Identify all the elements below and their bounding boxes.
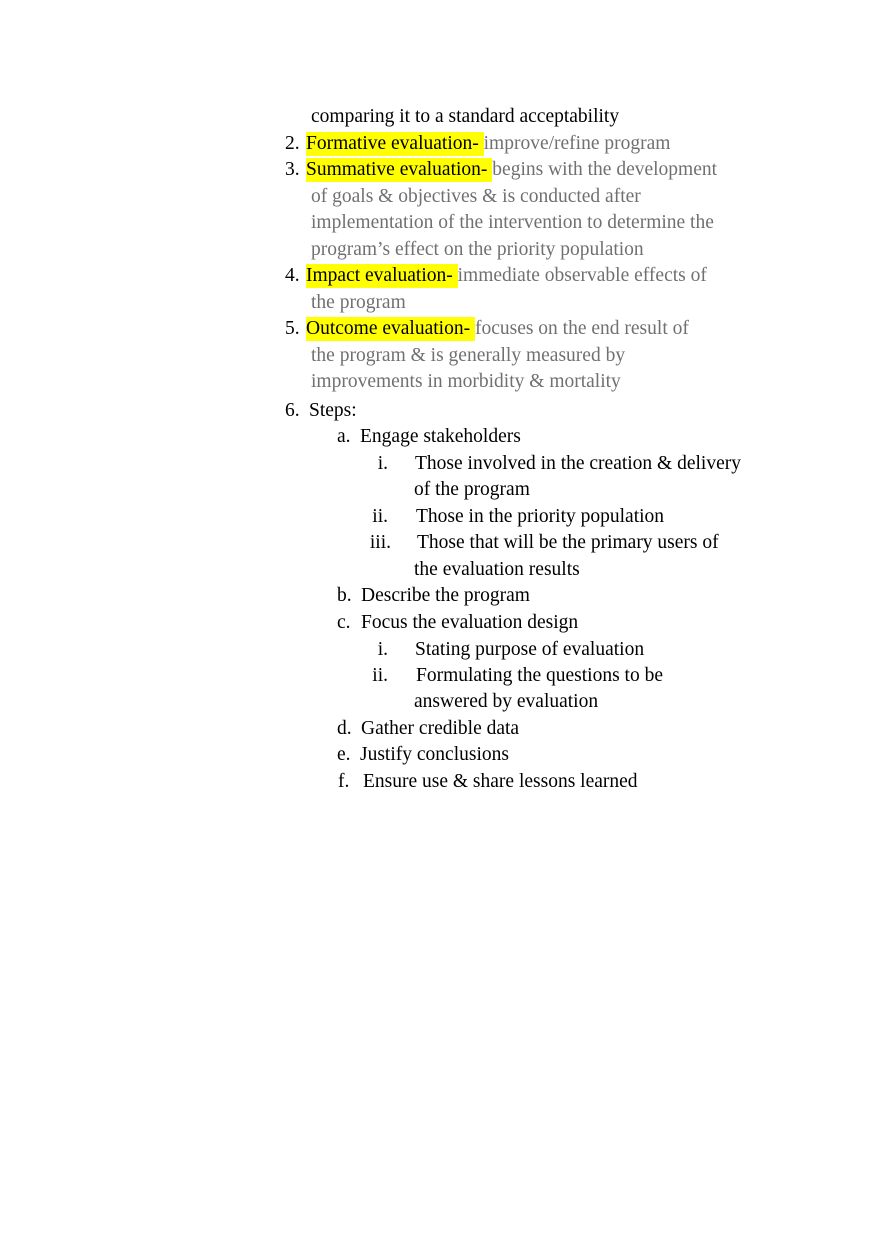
item-description-continued: improvements in morbidity & mortality (311, 371, 621, 392)
sub-step-number: iii. (369, 532, 391, 553)
step-letter: d. (337, 718, 352, 739)
item-number: 4. (285, 265, 300, 286)
step-letter: c. (337, 612, 351, 633)
sub-step-number: i. (377, 639, 388, 660)
sub-step-text: Formulating the questions to be (416, 665, 663, 686)
step-letter: f. (338, 771, 350, 792)
item-description: improve/refine program (483, 133, 671, 154)
sub-step-text: Those involved in the creation & delivery (415, 453, 741, 474)
item-description-continued: the program & is generally measured by (311, 345, 626, 366)
sub-step-text: Those that will be the primary users of (417, 532, 719, 553)
sub-step-text-continued: the evaluation results (414, 559, 580, 580)
item-number: 3. (285, 159, 300, 180)
step-justify-conclusions: Justify conclusions (360, 744, 509, 765)
highlighted-term: Impact evaluation- (306, 265, 458, 286)
step-letter: b. (337, 585, 352, 606)
step-focus-design: Focus the evaluation design (361, 612, 579, 633)
sub-step-text-continued: of the program (414, 479, 530, 500)
list-item-outcome (306, 317, 689, 341)
intro-line: comparing it to a standard acceptability (311, 106, 620, 127)
highlighted-term: Formative evaluation- (306, 133, 484, 154)
list-item-impact (306, 264, 707, 288)
sub-step-text: Those in the priority population (416, 506, 665, 527)
steps-heading: Steps: (309, 400, 357, 421)
step-gather-data: Gather credible data (361, 718, 520, 739)
item-description-continued: the program (311, 292, 406, 313)
item-description-continued: implementation of the intervention to determine the (311, 212, 714, 233)
item-description: begins with the development (492, 159, 718, 180)
item-number: 2. (285, 133, 300, 154)
item-number: 6. (285, 400, 300, 421)
list-item-formative (306, 132, 670, 156)
step-engage-stakeholders: Engage stakeholders (360, 426, 521, 447)
step-ensure-use: Ensure use & share lessons learned (363, 771, 638, 792)
step-letter: a. (337, 426, 351, 447)
item-description-continued: of goals & objectives & is conducted after (311, 186, 641, 207)
item-description: focuses on the end result of (474, 318, 689, 339)
step-letter: e. (337, 744, 351, 765)
item-description: immediate observable effects of (457, 265, 707, 286)
sub-step-text: Stating purpose of evaluation (415, 639, 645, 660)
highlighted-term: Summative evaluation- (306, 159, 493, 180)
sub-step-number: ii. (372, 506, 388, 527)
sub-step-number: ii. (372, 665, 388, 686)
highlighted-term: Outcome evaluation- (306, 318, 475, 339)
sub-step-text-continued: answered by evaluation (414, 691, 599, 712)
list-item-summative (306, 158, 717, 182)
step-describe-program: Describe the program (361, 585, 530, 606)
item-description-continued: program’s effect on the priority population (311, 239, 644, 260)
sub-step-number: i. (377, 453, 388, 474)
item-number: 5. (285, 318, 300, 339)
